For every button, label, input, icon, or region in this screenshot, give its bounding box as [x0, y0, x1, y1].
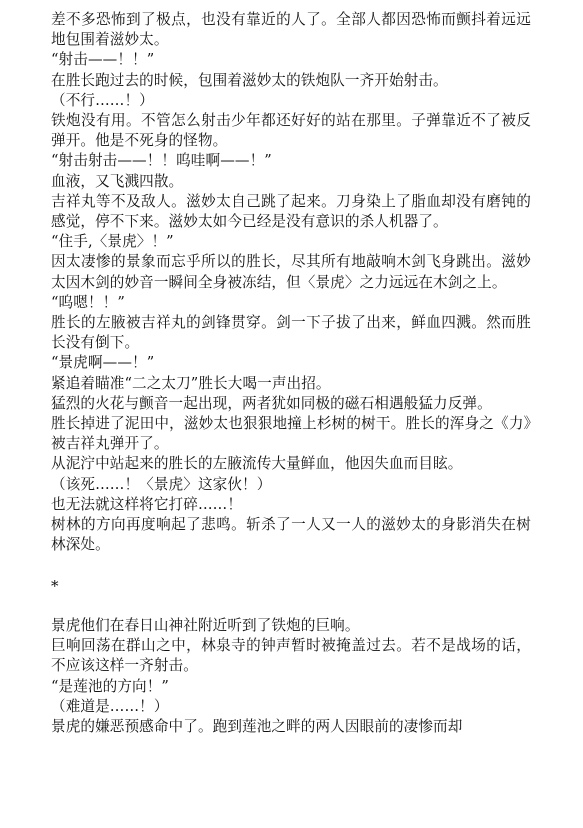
paragraph: 铁炮没有用。不管怎么射击少年都还好好的站在那里。子弹靠近不了被反弹开。他是不死身的怪物。: [51, 112, 531, 150]
paragraph: 胜长掉进了泥田中，滋妙太也狠狠地撞上杉树的树干。胜长的浑身之《力》被吉祥丸弹开了。: [51, 415, 531, 453]
paragraph: 猛烈的火花与颤音一起出现，两者犹如同极的磁石相遇般猛力反弹。: [51, 394, 492, 412]
paragraph: 血液，又飞溅四散。: [51, 172, 184, 190]
paragraph: 差不多恐怖到了极点，也没有靠近的人了。全部人都因恐怖而颤抖着远远地包围着滋妙太。: [51, 11, 531, 49]
section-separator: *: [51, 576, 59, 595]
paragraph: 胜长的左腋被吉祥丸的剑锋贯穿。剑一下子拔了出来，鲜血四溅。然而胜长没有倒下。: [51, 314, 531, 352]
paragraph: “射击射击——！！呜哇啊——！”: [51, 152, 272, 170]
paragraph: “景虎啊——！”: [51, 354, 155, 372]
paragraph: “射击——！！”: [51, 51, 155, 69]
paragraph: 吉祥丸等不及敌人。滋妙太自己跳了起来。刀身染上了脂血却没有磨钝的感觉，停不下来。滋妙太如今已经是没有意识的杀人机器了。: [51, 192, 531, 231]
paragraph: 也无法就这样将它打碎……！: [51, 495, 243, 513]
paragraph: “住手,〈景虎〉！”: [51, 233, 174, 251]
paragraph: （该死……！〈景虎〉这家伙！）: [51, 475, 272, 493]
paragraph: 树林的方向再度响起了悲鸣。斩杀了一人又一人的滋妙太的身影消失在树林深处。: [51, 516, 531, 554]
document-page: [51, 10, 531, 737]
blank-line: [51, 555, 531, 575]
paragraph: 景虎的嫌恶预感命中了。跑到莲池之畔的两人因眼前的凄惨而却: [51, 718, 463, 736]
paragraph: （不行……！）: [51, 91, 154, 109]
paragraph: “是莲池的方向！”: [51, 677, 169, 695]
text-block-1: [51, 10, 531, 555]
blank-line: [51, 596, 531, 616]
text-block-2: [51, 616, 531, 737]
paragraph: 景虎他们在春日山神社附近听到了铁炮的巨响。: [51, 617, 360, 635]
paragraph: 紧追着瞄准“二之太刀”胜长大喝一声出招。: [51, 374, 331, 392]
paragraph: 从泥泞中站起来的胜长的左腋流传大量鲜血，他因失血而目眩。: [51, 455, 463, 473]
paragraph: 在胜长跑过去的时候，包围着滋妙太的铁炮队一齐开始射击。: [51, 71, 448, 89]
paragraph: 巨响回荡在群山之中，林泉寺的钟声暂时被掩盖过去。若不是战场的话，不应该这样一齐射击。: [51, 637, 531, 675]
paragraph: 因太凄惨的景象而忘乎所以的胜长，尽其所有地敲响木剑飞身跳出。滋妙太因木剑的妙音一瞬间全身被冻结，但〈景虎〉之力远远在木剑之上。: [51, 253, 531, 291]
paragraph: “呜嗯！！”: [51, 293, 125, 311]
paragraph: （难道是……！）: [51, 697, 169, 715]
